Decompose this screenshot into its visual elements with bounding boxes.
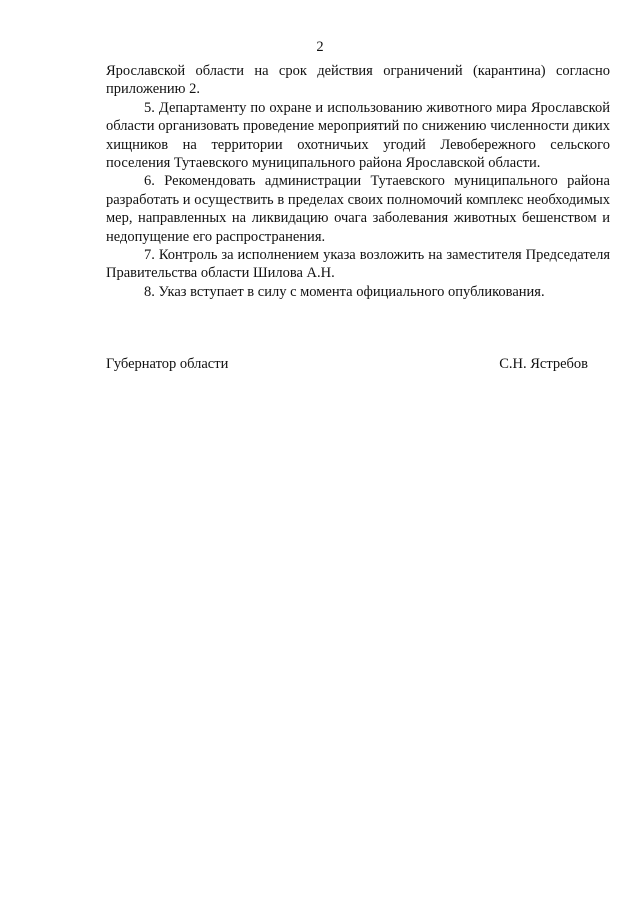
signatory-name: С.Н. Ястребов xyxy=(499,356,588,372)
paragraph-item-5: 5. Департаменту по охране и использованию животного мира Ярославской области организовать проведение мероприятий по снижению численности диких хищников на территории охотничьих угодий Левобережного сельского поселения Тутаевского муниципального района Ярославской области. xyxy=(106,99,610,172)
paragraph-item-8: 8. Указ вступает в силу с момента официального опубликования. xyxy=(144,283,545,300)
paragraph-item-7: 7. Контроль за исполнением указа возложить на заместителя Председателя Правительства области Шилова А.Н. xyxy=(106,247,610,282)
paragraph-continuation: Ярославской области на срок действия ограничений (карантина) согласно приложению 2. xyxy=(106,63,610,98)
paragraph-item-6: 6. Рекомендовать администрации Тутаевского муниципального района разработать и осуществить в пределах своих полномочий комплекс необходимых мер, направленных на ликвидацию очага заболевания животных бешенством и недопущение его распространения. xyxy=(106,173,610,245)
signature-block xyxy=(106,355,610,373)
document-body xyxy=(106,62,610,301)
page-number: 2 xyxy=(316,39,324,55)
signatory-title: Губернатор области xyxy=(106,356,229,372)
